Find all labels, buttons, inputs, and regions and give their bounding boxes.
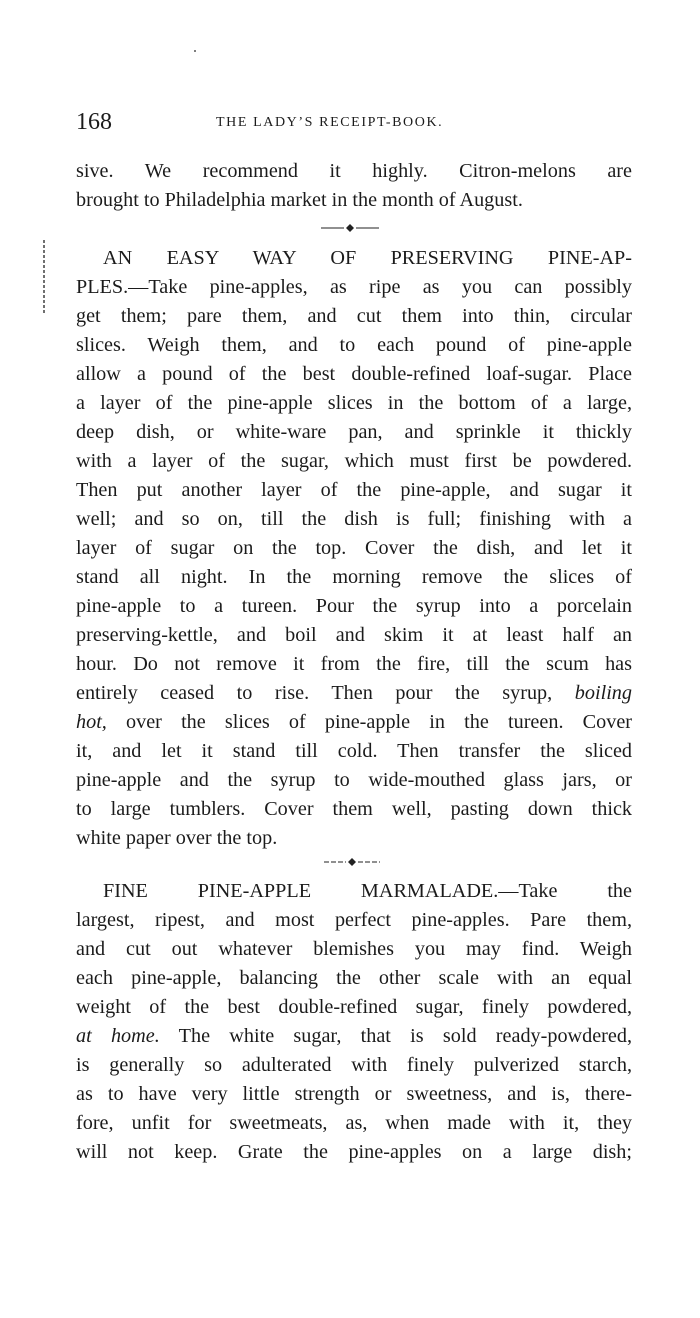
text-line: allow a pound of the best double-refined loaf-sugar. Place (76, 363, 632, 385)
text-line: stand all night. In the morning remove the slices of (76, 566, 632, 588)
text-line: white paper over the top. (76, 827, 278, 849)
text-run: entirely ceased to rise. Then pour the syrup, (76, 682, 553, 704)
text-line: Then put another layer of the pine-apple, and sugar it (76, 479, 632, 501)
text-line: will not keep. Grate the pine-apples on a large dish; (76, 1141, 632, 1163)
section-heading: FINE PINE-APPLE MARMALADE.—Take the (103, 880, 632, 902)
italic-text: at home. (76, 1025, 160, 1047)
text-line: a layer of the pine-apple slices in the bottom of a large, (76, 392, 632, 414)
text-line: is generally so adulterated with finely pulverized starch, (76, 1054, 632, 1076)
text-line: to large tumblers. Cover them well, pasting down thick (76, 798, 632, 820)
margin-mark (40, 238, 50, 323)
text-line: with a layer of the sugar, which must first be powdered. (76, 450, 632, 472)
running-title: THE LADY’S RECEIPT-BOOK. (216, 115, 444, 130)
text-run: over the slices of pine-apple in the tureen. Cover (126, 711, 633, 733)
text-line: preserving-kettle, and boil and skim it at least half an (76, 624, 632, 646)
text-line: it, and let it stand till cold. Then transfer the sliced (76, 740, 632, 762)
text-line: largest, ripest, and most perfect pine-apples. Pare them, (76, 909, 632, 931)
text-line: brought to Philadelphia market in the month of August. (76, 189, 523, 211)
text-line: and cut out whatever blemishes you may find. Weigh (76, 938, 632, 960)
text-line: fore, unfit for sweetmeats, as, when made with it, they (76, 1112, 632, 1134)
dust-speck (193, 40, 197, 58)
text-line: slices. Weigh them, and to each pound of pine-apple (76, 334, 632, 356)
text-line: weight of the best double-refined sugar, finely powdered, (76, 996, 632, 1018)
text-line: well; and so on, till the dish is full; finishing with a (76, 508, 632, 530)
text-line: layer of sugar on the top. Cover the dish, and let it (76, 537, 632, 559)
page-number: 168 (76, 109, 112, 135)
italic-text: hot, (76, 711, 107, 733)
text-line: as to have very little strength or sweetness, and is, there- (76, 1083, 632, 1105)
page-header (76, 108, 632, 138)
section-divider (324, 856, 380, 868)
text-line: each pine-apple, balancing the other scale with an equal (76, 967, 632, 989)
text-line: get them; pare them, and cut them into thin, circular (76, 305, 632, 327)
text-line: PLES.—Take pine-apples, as ripe as you can possibly (76, 276, 632, 298)
section-divider (321, 222, 379, 234)
text-line (76, 679, 632, 708)
text-line (76, 1022, 632, 1051)
text-line: deep dish, or white-ware pan, and sprinkle it thickly (76, 421, 632, 443)
text-line: sive. We recommend it highly. Citron-melons are (76, 160, 632, 182)
text-line: pine-apple to a tureen. Pour the syrup into a porcelain (76, 595, 632, 617)
text-line: pine-apple and the syrup to wide-mouthed glass jars, or (76, 769, 632, 791)
section-heading: AN EASY WAY OF PRESERVING PINE-AP- (103, 247, 632, 269)
text-line: hour. Do not remove it from the fire, till the scum has (76, 653, 632, 675)
italic-text: boiling (574, 682, 632, 704)
text-line (76, 708, 632, 737)
text-run: The white sugar, that is sold ready-powdered, (178, 1025, 633, 1047)
